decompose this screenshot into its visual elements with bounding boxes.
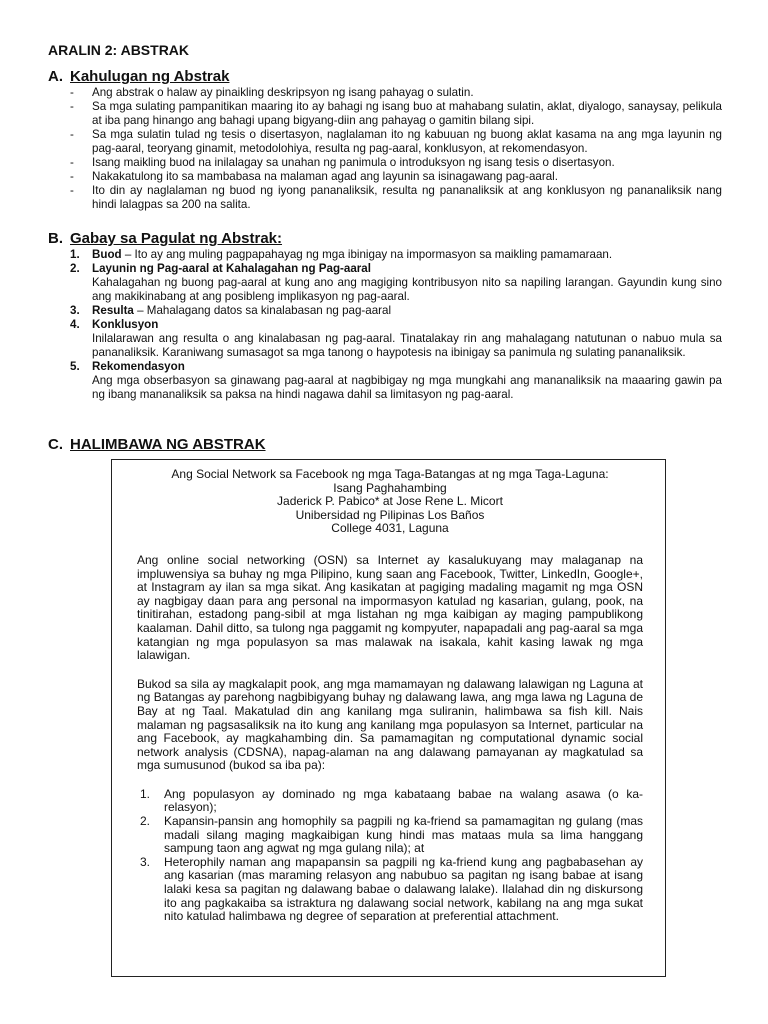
- definition-text: Sa mga sulating pampanitikan maaring ito ay bahagi ng isang buo at mahabang sulatin, aklat, diyalogo, sanaysay, pelikula at iba pang hinango ang bahagi upang bigyang-diin ang pahayag o gamitin bilang sipi.: [92, 100, 722, 127]
- abstract-institution: Unibersidad ng Pilipinas Los Baños: [295, 507, 485, 522]
- item-separator: –: [133, 304, 147, 317]
- item-number: 5.: [70, 360, 80, 373]
- list-item: [70, 170, 722, 184]
- item-body: Inilalarawan ang resulta o ang kinalabasan ng pag-aaral. Tinatalakay rin ang mahalagang natutunan o nabuo mula sa pananaliksik. Karaniwang sumasagot sa mga tanong o haypotesis na ibinigay sa panimula ng sulating pananaliksik.: [92, 332, 722, 359]
- section-b-title: Gabay sa Pagulat ng Abstrak:: [70, 230, 283, 247]
- item-number: 2.: [140, 814, 151, 829]
- abstract-paragraph: Ang online social networking (OSN) sa Internet ay kasalukuyang may malaganap na impluwensiya sa buhay ng mga Pilipino, kung saan ang Facebook, Twitter, LinkedIn, Google+, at Instagram ay ilan sa mga sikat. Ang kasikatan at pagiging madaling magamit ng mga OSN ay nagbigay daan para ang personal na impormasyon katulad ng kasarian, gulang, pook, na tinitirahan, estadong pang-sibil at mga listahan ng mga kaibigan ay maging pampublikong kaalaman. Dahil ditto, sa tulong nga paggamit ng kompyuter, napapadali ang pag-aaral sa mga katangian ng mga populasyon sa mas malawak na isakala, kahit kasing lawak ng mga lalawigan.: [137, 552, 643, 663]
- item-separator: –: [121, 248, 135, 261]
- definition-text: Nakakatulong ito sa mambabasa na malaman agad ang layunin sa isinagawang pag-aaral.: [92, 170, 558, 183]
- item-title: Buod: [92, 248, 122, 261]
- list-item: [70, 156, 722, 170]
- definition-text: Ang abstrak o halaw ay pinaikling deskripsyon ng isang pahayag o sulatin.: [92, 86, 474, 99]
- abstract-paragraph: Bukod sa sila ay magkalapit pook, ang mga mamamayan ng dalawang lalawigan ng Laguna at ng Batangas ay parehong nagbibigyang buhay ng dalawang lawa, ang mga lawa ng Laguna de Bay at ng Taal. Makatulad din ang kanilang mga suliranin, halimbawa sa fish kill. Nais malaman ng pagsasaliksik na ito kung ang kanilang mga populasyon sa Internet, particular na ang Facebook, ay magkahambing din. Sa pamamagitan ng computational dynamic social network analysis (CDSNA), napag-alaman na ang dalawang pamayanan ay magkatulad sa mga sumusunod (bukod sa iba pa):: [137, 676, 643, 773]
- abstract-address: College 4031, Laguna: [331, 521, 449, 536]
- item-text: Mahalagang datos sa kinalabasan ng pag-aaral: [146, 304, 392, 317]
- list-item: [70, 86, 722, 100]
- list-item: [140, 856, 643, 924]
- list-item: [70, 100, 722, 128]
- list-item: [70, 128, 722, 156]
- section-a-title: Kahulugan ng Abstrak: [70, 68, 230, 85]
- guide-item: [70, 304, 722, 318]
- item-text: Heterophily naman ang mapapansin sa pagpili ng ka-friend kung ang pagbabasehan ay ang kasarian (mas maraming relasyon ang nabubuo sa pagitan ng isang babae at isang lalaki kesa sa pagitan ng dalawang babae o dalawang lalake). Ilalahad din ng diskursong ito ang pagkakaiba sa istraktura ng dalawang social network, kabilang na ang mga sukat nito katulad halimbawa ng degree of separation at preferential attachment.: [164, 854, 643, 924]
- item-number: 2.: [70, 262, 80, 275]
- guide-item: [70, 318, 722, 360]
- section-c-heading: [48, 436, 266, 453]
- definition-text: Sa mga sulatin tulad ng tesis o disertasyon, naglalaman ito ng kabuuan ng buong aklat kasama na ang mga layunin ng pag-aaral, teoryang ginamit, metodolohiya, resulta ng pag-aaral, konklusyon, at rekomendasyon.: [92, 128, 722, 155]
- list-item: [70, 184, 722, 212]
- guide-item: [70, 262, 722, 304]
- dash-bullet: -: [70, 156, 74, 169]
- guide-item: [70, 360, 722, 402]
- section-c-letter: C.: [48, 436, 63, 453]
- abstract-subtitle: Isang Paghahambing: [333, 480, 447, 495]
- item-title: Rekomendasyon: [92, 360, 185, 373]
- abstract-header: [137, 468, 643, 536]
- item-title: Konklusyon: [92, 318, 159, 331]
- section-a-heading: [48, 68, 229, 85]
- section-a-letter: A.: [48, 68, 63, 85]
- definition-text: Ito din ay naglalaman ng buod ng iyong pananaliksik, resulta ng pananaliksik at ang konklusyon ng pananaliksik nang hindi lalagpas sa 200 na salita.: [92, 184, 722, 211]
- dash-bullet: -: [70, 86, 74, 99]
- item-body: Ang mga obserbasyon sa ginawang pag-aaral at nagbibigay ng mga mungkahi ang mananaliksik na maaaring gawin pa ng ibang mananaliksik sa paksa na hindi nagawa dahil sa limitasyon ng pag-aaral.: [92, 374, 722, 401]
- item-text: Ang populasyon ay dominado ng mga kabataang babae na walang asawa (o ka-relasyon);: [164, 786, 643, 815]
- list-item: [140, 815, 643, 856]
- section-b-letter: B.: [48, 230, 63, 247]
- list-item: [140, 788, 643, 815]
- item-number: 4.: [70, 318, 80, 331]
- dash-bullet: -: [70, 184, 74, 197]
- item-text: Ito ay ang muling pagpapahayag ng mga ibinigay na impormasyon sa maikling pamamaraan.: [134, 248, 613, 261]
- item-number: 3.: [140, 854, 151, 869]
- item-number: 1.: [140, 786, 151, 801]
- item-number: 3.: [70, 304, 80, 317]
- item-text: Kapansin-pansin ang homophily sa pagpili ng ka-friend sa pamamagitan ng gulang (mas madali silang maging magkaibigan kung hindi mas mataas mula sa lima hanggang sampung taon ang agwat ng mga gulang nila); at: [164, 814, 643, 856]
- abstract-authors: Jaderick P. Pabico* at Jose Rene L. Micort: [277, 494, 503, 509]
- definition-list: [70, 86, 722, 212]
- item-title: Layunin ng Pag-aaral at Kahalagahan ng Pag-aaral: [92, 262, 371, 275]
- abstract-content: [137, 468, 643, 924]
- abstract-title: Ang Social Network sa Facebook ng mga Taga-Batangas at ng mga Taga-Laguna:: [171, 467, 609, 481]
- section-b-heading: [48, 230, 282, 247]
- guide-item: [70, 248, 722, 262]
- item-number: 1.: [70, 248, 80, 261]
- dash-bullet: -: [70, 170, 74, 183]
- dash-bullet: -: [70, 100, 74, 113]
- item-title: Resulta: [92, 304, 134, 317]
- findings-list: [137, 788, 643, 924]
- section-c-title: HALIMBAWA NG ABSTRAK: [70, 436, 266, 453]
- dash-bullet: -: [70, 128, 74, 141]
- guide-list: [70, 248, 722, 402]
- definition-text: Isang maikling buod na inilalagay sa unahan ng panimula o introduksyon ng isang tesis o disertasyon.: [92, 156, 615, 169]
- item-body: Kahalagahan ng buong pag-aaral at kung ano ang magiging kontribusyon nito sa napiling larangan. Gayundin kung sino ang makikinabang at ang posibleng implikasyon ng pag-aaral.: [92, 276, 722, 303]
- example-abstract-box: [111, 459, 666, 977]
- lesson-title: ARALIN 2: ABSTRAK: [48, 42, 190, 58]
